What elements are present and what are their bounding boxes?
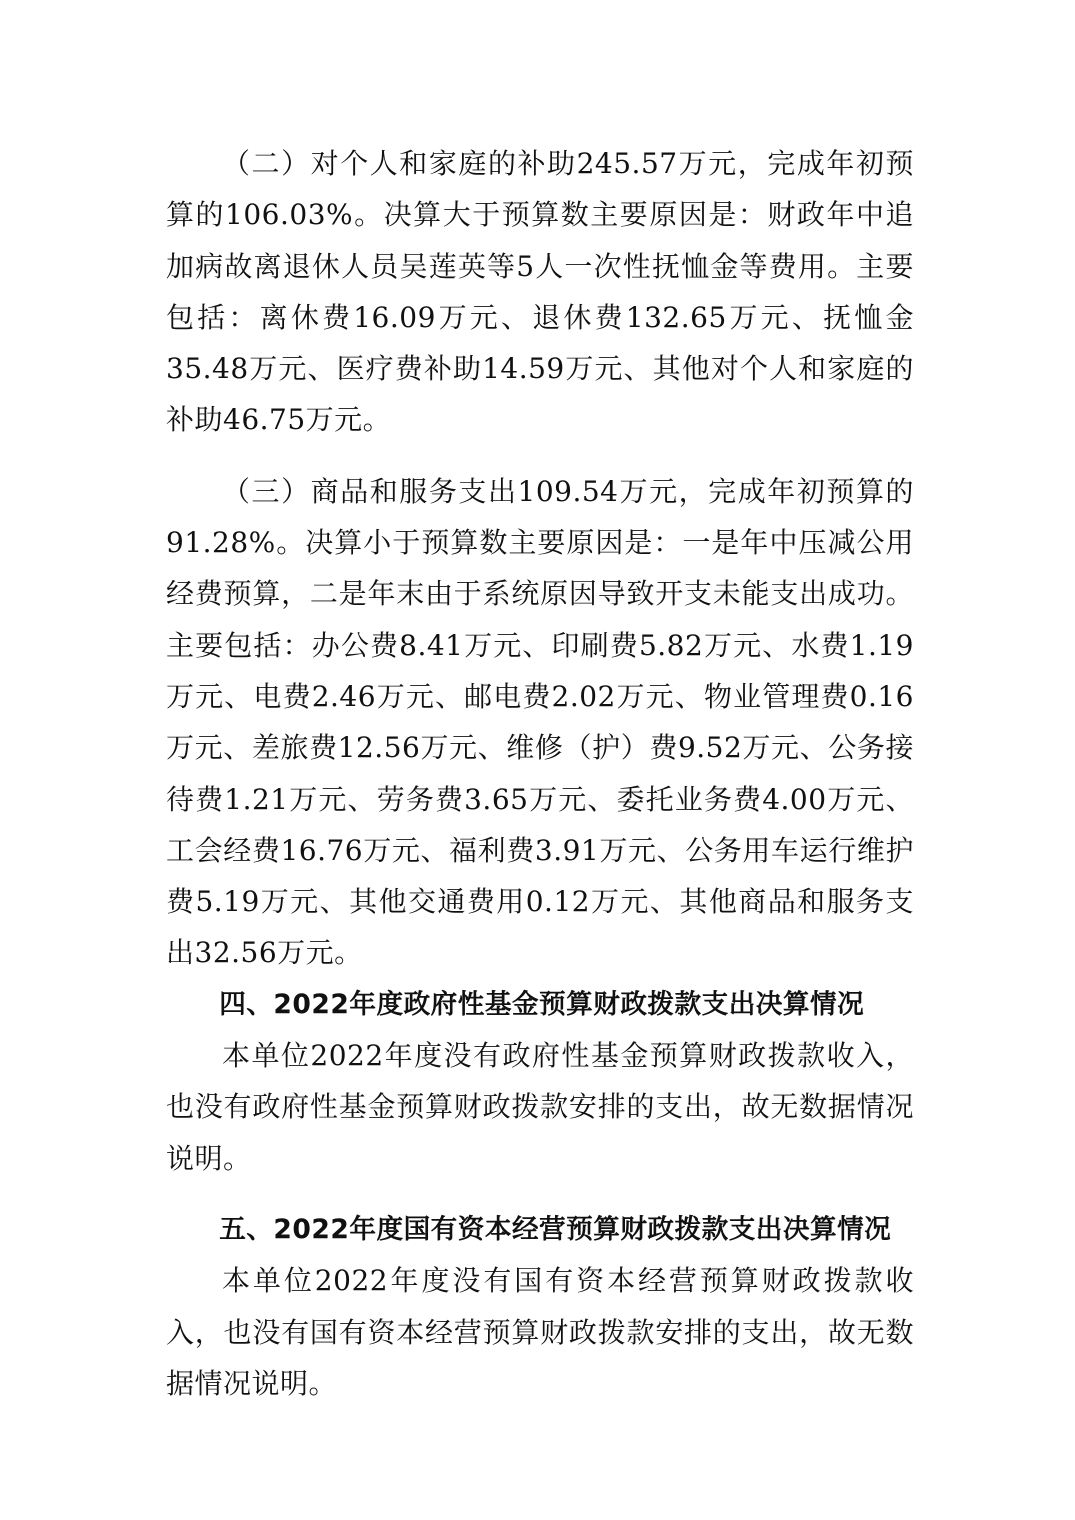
paragraph-government-fund-note: 本单位2022年度没有政府性基金预算财政拨款收入，也没有政府性基金预算财政拨款安排的支出，故无数据情况说明。: [166, 1039, 914, 1175]
paragraph-personal-family-subsidy: （二）对个人和家庭的补助245.57万元，完成年初预算的106.03%。决算大于预算数主要原因是：财政年中追加病故离退休人员吴莲英等5人一次性抚恤金等费用。主要包括：离休费16.09万元、退休费132.65万元、抚恤金35.48万元、医疗费补助14.59万元、其他对个人和家庭的补助46.75万元。: [166, 147, 914, 437]
section-heading-state-capital: 五、2022年度国有资本经营预算财政拨款支出决算情况: [219, 1213, 892, 1245]
paragraph-state-capital-note: 本单位2022年度没有国有资本经营预算财政拨款收入，也没有国有资本经营预算财政拨款安排的支出，故无数据情况说明。: [166, 1264, 914, 1400]
document-page: [166, 138, 914, 1409]
paragraph-spacer: [166, 1184, 914, 1204]
paragraph-spacer: [166, 446, 914, 466]
section-heading-government-fund: 四、2022年度政府性基金预算财政拨款支出决算情况: [219, 988, 865, 1020]
paragraph-goods-services-expenditure: （三）商品和服务支出109.54万元，完成年初预算的91.28%。决算小于预算数主要原因是：一是年中压减公用经费预算，二是年末由于系统原因导致开支未能支出成功。主要包括：办公费8.41万元、印刷费5.82万元、水费1.19万元、电费2.46万元、邮电费2.02万元、物业管理费0.16万元、差旅费12.56万元、维修（护）费9.52万元、公务接待费1.21万元、劳务费3.65万元、委托业务费4.00万元、工会经费16.76万元、福利费3.91万元、公务用车运行维护费5.19万元、其他交通费用0.12万元、其他商品和服务支出32.56万元。: [166, 474, 914, 970]
